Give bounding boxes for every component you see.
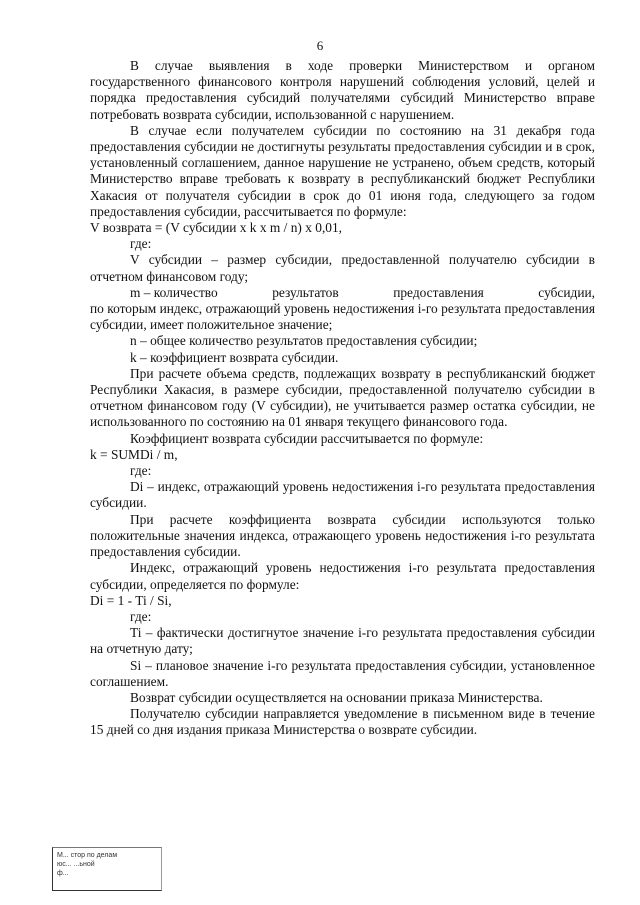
definition-m-word: субсидии, (538, 284, 595, 300)
stamp-line: М... стор по делам (57, 852, 118, 859)
definition-m-rest: по которым индекс, отражающий уровень недостижения i-го результата предоставления субсидии, имеет положительное значение; (90, 301, 595, 333)
paragraph-violation-return: В случае выявления в ходе проверки Министерством и органом государственного финансового контроля нарушений соблюдения условий, целей и порядка предоставления субсидий получателями субсидий Министерство вправе потребовать возврата субсидии, использованной с нарушением. (90, 58, 595, 122)
definition-n: n – общее количество результатов предоставления субсидии; (130, 333, 478, 349)
paragraph-coefficient-intro: Коэффициент возврата субсидии рассчитывается по формуле: (130, 430, 484, 446)
definition-m-word: результатов (272, 284, 339, 300)
definition-m-word: предоставления (393, 284, 484, 300)
definition-v-subsidy: V субсидии – размер субсидии, предоставленной получателю субсидии в отчетном финансовом году; (90, 252, 595, 284)
stamp-line: ф... (57, 870, 69, 877)
registration-stamp (52, 847, 162, 891)
definition-m-word: m – количество (130, 284, 218, 300)
definition-ti: Ti – фактически достигнутое значение i-го результата предоставления субсидии на отчетную дату; (90, 625, 595, 657)
definition-di: Di – индекс, отражающий уровень недостижения i-го результата предоставления субсидии. (90, 479, 595, 511)
where-label-1: где: (130, 236, 152, 252)
paragraph-index-intro: Индекс, отражающий уровень недостижения i-го результата предоставления субсидии, определяется по формуле: (90, 560, 595, 592)
stamp-line: юс... ...ьной (57, 861, 95, 868)
formula-return-volume: V возврата = (V субсидии x k x m / n) x 0,01, (90, 220, 343, 236)
definition-si: Si – плановое значение i-го результата предоставления субсидии, установленное соглашением. (90, 657, 595, 689)
document-body (90, 58, 595, 739)
paragraph-results-not-achieved: В случае если получателем субсидии по состоянию на 31 декабря года предоставления субсидии не достигнуты результаты предоставления субсидии и в срок, установленный соглашением, данное нарушение не устранено, объем средств, который Министерство вправе требовать к возврату в республиканский бюджет Республики Хакасия от получателя субсидии в срок до 01 июня года, следующего за годом предоставления субсидии, рассчитывается по формуле: (90, 122, 595, 219)
page-number: 6 (316, 38, 324, 53)
formula-index: Di = 1 - Ti / Si, (90, 592, 172, 608)
where-label-3: где: (130, 608, 152, 624)
where-label-2: где: (130, 463, 152, 479)
paragraph-notification: Получателю субсидии направляется уведомление в письменном виде в течение 15 дней со дня издания приказа Министерства о возврате субсидии. (90, 706, 595, 738)
formula-coefficient: k = SUMDi / m, (90, 446, 178, 462)
paragraph-return-basis: Возврат субсидии осуществляется на основании приказа Министерства. (130, 689, 543, 705)
definition-m-first-line (90, 285, 595, 301)
definition-k: k – коэффициент возврата субсидии. (130, 349, 339, 365)
paragraph-positive-values: При расчете коэффициента возврата субсидии используются только положительные значения индекса, отражающего уровень недостижения i-го результата предоставления субсидии. (90, 511, 595, 560)
paragraph-calculation-note: При расчете объема средств, подлежащих возврату в республиканский бюджет Республики Хакасия, в размере субсидии, предоставленной получателю субсидии в отчетном финансовом году (V субсидии), не учитывается размер остатка субсидии, не использованного по состоянию на 01 января текущего финансового года. (90, 365, 595, 430)
